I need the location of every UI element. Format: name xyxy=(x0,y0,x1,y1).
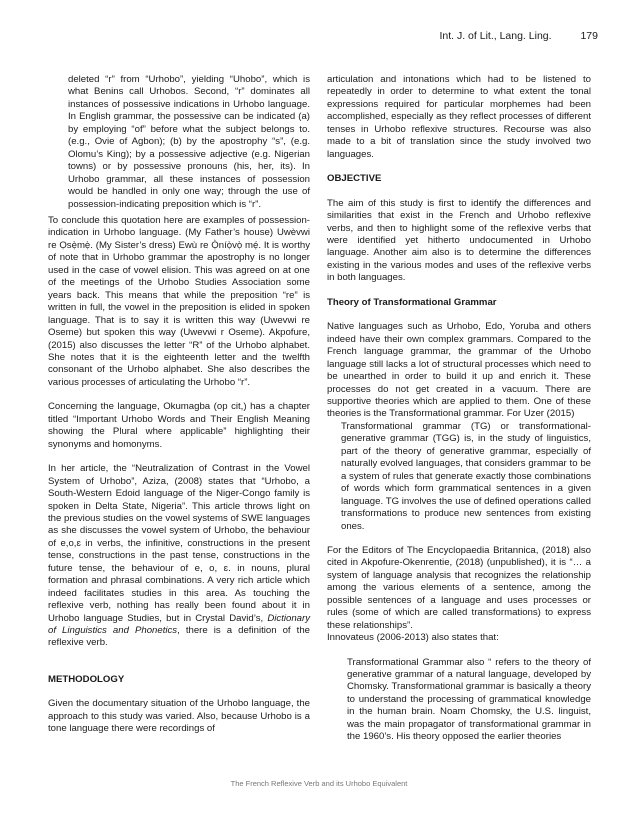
page-number: 179 xyxy=(580,30,598,42)
theory-paragraph: Native languages such as Urhobo, Edo, Yoruba and others indeed have their own complex grammars. Compared to the French language grammar, the grammar of the Urhobo language still lacks a lot of structural processes which need to be unearthed in order to build it up and enrich it. These processes do not get created in a vacuum. There are supportive theories which are applied to them. One of these theories is the Transformational grammar. For Uzer (2015) xyxy=(327,321,591,420)
objective-heading: OBJECTIVE xyxy=(327,173,382,185)
left-column xyxy=(48,74,310,748)
objective-paragraph: The aim of this study is first to identify the differences and similarities that exist in the French and Urhobo reflexive verbs, and then to highlight some of the reflexive verbs that were identified yet hitherto undocumented in Urhobo language. Another aim also is to determine the differences existing in the various modes and uses of the reflexive verbs in both languages. xyxy=(327,197,591,284)
paragraph-aziza-end: , there is a definition of the reflexive verb. xyxy=(48,625,310,649)
paragraph-articulation: articulation and intonations which had to be listened to repeatedly in order to determine to what extent the tonal expressions required for particular morphemes had been accomplished, especially as they reflect processes of different tenses in Urhobo reflexive structures. Recourse was also made to a bit of translation since the study involved two languages. xyxy=(327,74,591,160)
running-footer: The French Reflexive Verb and its Urhobo Equivalent xyxy=(230,779,408,788)
methodology-paragraph: Given the documentary situation of the Urhobo language, the approach to this study was varied. Also, because Urhobo is a tone language there were recordings of xyxy=(48,698,310,735)
dictionary-title: Dictionary of Linguistics and Phonetics xyxy=(48,612,310,637)
journal-title: Int. J. of Lit., Lang. Ling. xyxy=(439,30,552,42)
paragraph-okumagba: Concerning the language, Okumagba (op cit,) has a chapter titled “Important Urhobo Words and Their English Meaning showing the Plural where applicable” highlighting their synonyms and homonyms. xyxy=(48,401,310,450)
paragraph-innovateus: Innovateus (2006-2013) also states that: xyxy=(327,632,499,644)
paragraph-britannica: For the Editors of The Encyclopaedia Britannica, (2018) also cited in Akpofure-Okenrentie, (2018) (unpublished), it is “… a system of language analysis that recognizes the relationship among the various elements of a sentence, among the possible sentences of a language and uses processes or rules (some of which are called transformations) to express these relationships”. xyxy=(327,544,591,631)
paragraph-possession-examples: To conclude this quotation here are examples of possession-indication in Urhobo language. (My Father’s house) Uwèvwi re Ọsẹ̀mẹ̀. (My Sister’s dress) Ewù re Ọ̀níọ̀vọ̀ mẹ́. It is worthy of note that in Urhobo grammar the apostrophy is no longer used in the case of vowel elision. This was agreed on at one of the meetings of the Urhobo Studies Association some years back. This means that while the preposition “re” is written in full, the vowel in the preposition is elided in spoken language. That is to say it is written this way (Uwevwi re Oseme) but spoken this way (Uwevwi r Oseme). Akpofure, (2015) also discusses the letter “R” of the Urhobo alphabet. She notes that it is the eighteenth letter and the twelfth consonant of the Urhobo alphabet. She also describes the various processes of articulating the Urhobo “r”. xyxy=(48,214,310,388)
right-column xyxy=(327,74,591,744)
block-quote-uzer: Transformational grammar (TG) or transformational-generative grammar (TGG) is, in the study of linguistics, part of the theory of generative grammar, especially of naturally evolved languages, that considers grammar to be a system of rules that generate exactly those combinations of words which form grammatical sentences in a given language. TG involves the use of defined operations called transformations to produce new sentences from existing ones. xyxy=(341,420,591,532)
block-quote-possession: deleted “r” from “Urhobo”, yielding “Uhobo”, which is what Benins call Urhobos. Second, “r” dominates all instances of possessive indications in Urhobo language. In English grammar, the possessive can be indicated (a) by employing “of” before what the subject belongs to. (e.g., Ovie of Agbon); (b) by the apostrophy “s”, (e.g. Olomu’s King); by a possessive adjective (e.g. Nigerian towns) or by possessive pronouns (his, her, its). In Urhobo grammar, all these instances of possession would be handled in only one way; through the use of possession-indicating preposition which is “r”. xyxy=(68,74,310,210)
methodology-heading: METHODOLOGY xyxy=(48,673,125,685)
block-quote-innovateus: Transformational Grammar also “ refers to the theory of generative grammar of a natural language, developed by Chomsky. Transformational grammar is basically a theory to understand the processing of grammatical knowledge in the human brain. Noam Chomsky, the U.S. linguist, was the main propagator of transformational grammar in the 1960’s. His theory opposed the earlier theories xyxy=(347,656,591,743)
paragraph-aziza-text: In her article, the “Neutralization of Contrast in the Vowel System of Urhobo”, Aziza, (2008) states that “Urhobo, a South-Western Edoid language of the Niger-Congo family is spoken in Delta State, Nigeria”. This article throws light on the previous studies on the vowel systems of SWE languages as she discusses the vowel system of Urhobo, the behaviour of e,o,ɛ in verbs, the infinitive, constructions in the present tense, constructions in the past tense, constructions in the future tense, the behaviour of e, o, ɛ. in nouns, plural formation and phrasal combinations. A very rich article which indeed facilitates studies in this area. As touching the reflexive verb, nothing has really been found about it in Urhobo language Studies, but in Crystal David’s, xyxy=(48,463,310,624)
paragraph-aziza xyxy=(48,463,310,650)
theory-heading: Theory of Transformational Grammar xyxy=(327,296,497,308)
running-header xyxy=(439,30,598,42)
